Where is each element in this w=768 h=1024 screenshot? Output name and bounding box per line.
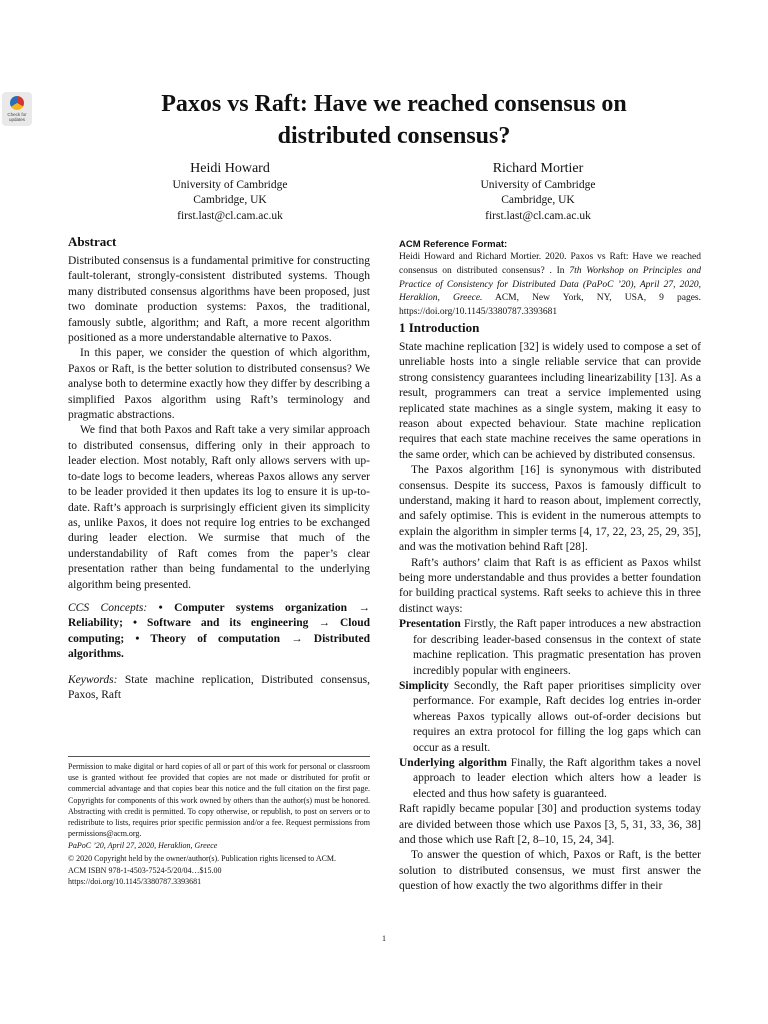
paper-title (60, 88, 728, 152)
badge-caption: Check for updates (7, 112, 27, 122)
introduction-heading: 1 Introduction (399, 319, 480, 335)
permission-text: Permission to make digital or hard copies of all or part of this work for personal or classroom use is granted without fee provided that copies are not made or distributed for profit or commercial advantage and that copies bear this notice and the full citation on the first page. Copyrights for components of this work owned by others than the author(s) must be honored. Abstracting with credit is permitted. To copy otherwise, or republish, to post on servers or to redistribute to lists, requires prior specific permission and/or a fee. Request permissions from permissions@acm.org. (68, 762, 370, 839)
author-name: Heidi Howard (190, 161, 270, 176)
ccs-concepts (68, 601, 370, 663)
abstract-paragraph-1: Distributed consensus is a fundamental primitive for constructing fault-tolerant, strongly-consistent distributed systems. Though many distributed consensus algorithms have been proposed, just two dominate production systems: Paxos, the traditional, famously subtle, algorithm; and Raft, a more recent algorithm positioned as a more understandable alternative to Paxos. (68, 255, 370, 345)
acm-reference-heading: ACM Reference Format: (399, 239, 508, 250)
keywords-label: Keywords: (68, 673, 118, 686)
keywords-text: State machine replication, Distributed consensus, Paxos, Raft (68, 673, 370, 701)
list-item-text: Secondly, the Raft paper prioritises simplicity over performance. For example, Raft decides log entries in-order whereas Paxos typically allows out-of-order decisions but requires an extra protocol for filling the log gaps which can occur as a result. (413, 679, 701, 754)
crossmark-icon (10, 96, 24, 110)
abstract-paragraph-2: In this paper, we consider the question of which algorithm, Paxos or Raft, is the better solution to distributed consensus? We analyse both to determine exactly how they differ by describing a simplified Paxos algorithm using Raft’s terminology and pragmatic abstractions. (68, 347, 370, 422)
title-line-1: Paxos vs Raft: Have we reached consensus on (161, 91, 627, 117)
page-number: 1 (382, 934, 386, 943)
list-item-label: Underlying algorithm (399, 756, 507, 769)
list-item-label: Presentation (399, 618, 461, 631)
venue-line: PaPoC ’20, April 27, 2020, Heraklion, Greece (68, 841, 218, 851)
list-item-text: Finally, the Raft algorithm takes a novel approach to leader election which alters how a leader is elected and thus how safety is guaranteed. (413, 756, 702, 800)
keywords (68, 673, 370, 704)
doi-link[interactable]: https://doi.org/10.1145/3380787.3393681 (68, 877, 202, 887)
author-affiliation: University of Cambridge (480, 179, 596, 191)
list-item-label: Simplicity (399, 679, 449, 692)
intro-paragraph-5: To answer the question of which, Paxos or Raft, is the better solution to distributed consensus, we must first answer the question of how exactly the two algorithms differ in their (399, 849, 701, 893)
right-column (399, 234, 701, 895)
list-item (399, 679, 701, 756)
intro-paragraph-4: Raft rapidly became popular [30] and production systems today are divided between those which use Paxos [3, 5, 31, 33, 36, 38] and those which use Raft [2, 8–10, 15, 24, 34]. (399, 803, 701, 846)
list-item (399, 756, 701, 802)
list-item-text: Firstly, the Raft paper introduces a new abstraction for describing leader-based consensus in the context of state machine replication. This pragmatic presentation has proven incredibly popular with engineers. (413, 618, 701, 677)
author-location: Cambridge, UK (193, 194, 267, 207)
isbn-line: ACM ISBN 978-1-4503-7524-5/20/04…$15.00 (68, 865, 222, 875)
acm-reference-text (399, 251, 701, 320)
acm-ref-pre: Heidi Howard and Richard Mortier. 2020. Paxos vs Raft: Have we reached consensus on distributed consensus? . In (399, 252, 701, 276)
abstract-heading: Abstract (68, 234, 117, 249)
ccs-label: CCS Concepts: (68, 601, 148, 614)
intro-paragraph-2: The Paxos algorithm [16] is synonymous with distributed consensus. Despite its success, Paxos is famously difficult to understand, making it hard to reason about, implement correctly, and safely optimise. This is evident in the numerous attempts to explain the algorithm in simpler terms [4, 17, 22, 23, 25, 29, 35], and was the motivation behind Raft [28]. (399, 464, 701, 554)
left-column (68, 234, 370, 703)
intro-paragraph-1: State machine replication [32] is widely used to compose a set of unreliable hosts into a single reliable service that can provide strong consistency guarantees including linearizability [13]. As a result, programmers can treat a service implemented using replicated state machines as a single system, making it easy to reason about expected behaviour. State machine replication requires that each state machine receives the same operations in the same order, which can be achieved by distributed consensus. (399, 340, 701, 461)
author-email: first.last@cl.cam.ac.uk (177, 209, 283, 222)
permission-footnote (68, 756, 370, 887)
author-name: Richard Mortier (492, 161, 584, 176)
acm-ref-post: ACM, New York, NY, USA, 9 pages. https://doi.org/10.1145/3380787.3393681 (399, 293, 701, 318)
copyright-line: © 2020 Copyright held by the owner/author(s). Publication rights licensed to ACM. (68, 853, 337, 863)
ccs-text: • Computer systems organization → Reliability; • Software and its engineering → Cloud computing; • Theory of computation → Distributed algorithms. (68, 601, 370, 661)
abstract-paragraph-3: We find that both Paxos and Raft take a very similar approach to distributed consensus, differing only in their approach to leader election. Most notably, Raft only allows servers with up-to-date logs to become leaders, whereas Paxos allows any server to be leader provided it then updates its log to ensure it is up-to-date. Raft’s approach is surprisingly efficient given its simplicity as, unlike Paxos, it does not require log entries to be exchanged during leader election. We surmise that much of the understandability of Raft comes from the paper’s clear presentation rather than being fundamental to the underlying algorithm being presented. (68, 424, 370, 591)
check-for-updates-badge[interactable] (2, 92, 32, 126)
author-block-1 (80, 160, 380, 224)
author-location: Cambridge, UK (501, 194, 575, 207)
author-email: first.last@cl.cam.ac.uk (485, 209, 591, 222)
intro-paragraph-3: Raft’s authors’ claim that Raft is as efficient as Paxos whilst being more understandable and thus provides a better foundation for building practical systems. Raft seeks to achieve this in three distinct ways: (399, 556, 701, 615)
title-line-2: distributed consensus? (277, 123, 511, 149)
author-block-2 (388, 160, 688, 224)
author-affiliation: University of Cambridge (172, 179, 288, 191)
list-item (399, 617, 701, 679)
acm-ref-venue: 7th Workshop on Principles and Practice of Consistency for Distributed Data (PaPoC ’20), April 27, 2020, Heraklion, Greece. (399, 265, 701, 304)
